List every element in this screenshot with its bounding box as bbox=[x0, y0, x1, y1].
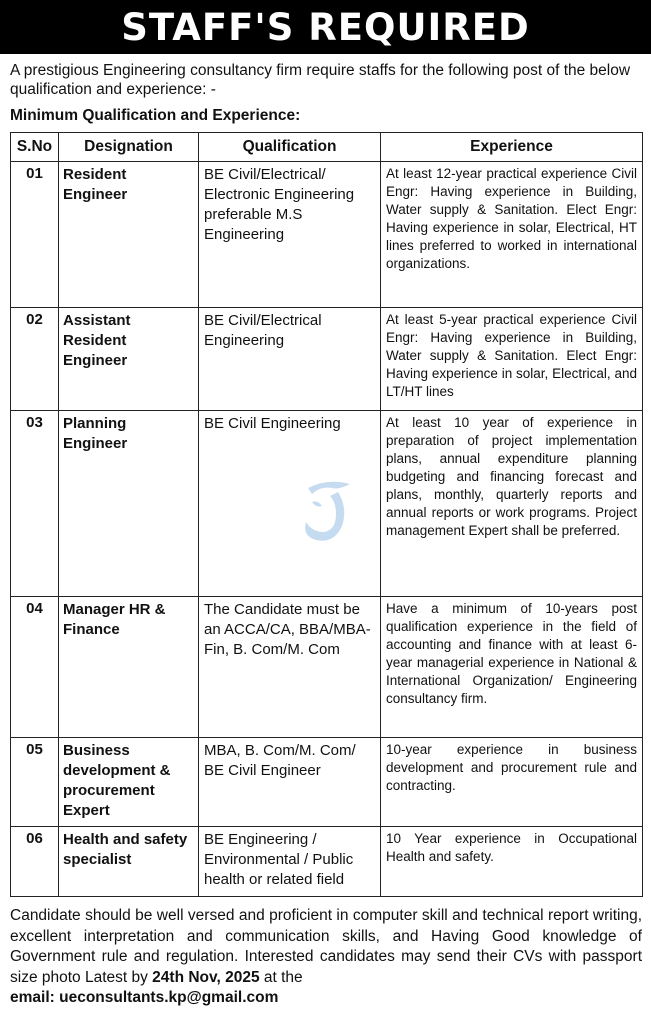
table-header-row bbox=[11, 133, 643, 162]
table-row bbox=[11, 307, 643, 411]
footer-text-after: at the bbox=[259, 968, 303, 986]
row-sno: 06 bbox=[11, 826, 59, 896]
page-title-text: STAFF'S REQUIRED bbox=[121, 5, 530, 49]
row-qualification: BE Civil/Electrical Engineering bbox=[199, 307, 381, 411]
header-designation: Designation bbox=[59, 133, 199, 162]
deadline-date: 24th Nov, 2025 bbox=[152, 968, 260, 986]
intro-paragraph: A prestigious Engineering consultancy firm require staffs for the following post of the below qualification and experience: - bbox=[10, 62, 631, 98]
row-designation: Assistant Resident Engineer bbox=[59, 307, 199, 411]
row-qualification: BE Civil Engineering bbox=[199, 411, 381, 597]
row-designation: Planning Engineer bbox=[59, 411, 199, 597]
table-row bbox=[11, 826, 643, 896]
row-experience: 10 Year experience in Occupational Health and safety. bbox=[381, 826, 643, 896]
row-sno: 05 bbox=[11, 738, 59, 826]
row-experience: Have a minimum of 10-years post qualification experience in the field of accounting and finance with at least 6-year managerial experience in National & International Organization/ Engineering consultancy firm. bbox=[381, 597, 643, 738]
header-qualification: Qualification bbox=[199, 133, 381, 162]
header-experience: Experience bbox=[381, 133, 643, 162]
footer-paragraph bbox=[10, 906, 642, 1009]
row-sno: 03 bbox=[11, 411, 59, 597]
page-title bbox=[0, 0, 651, 54]
row-sno: 01 bbox=[11, 162, 59, 308]
row-qualification: The Candidate must be an ACCA/CA, BBA/MBA-Fin, B. Com/M. Com bbox=[199, 597, 381, 738]
row-sno: 04 bbox=[11, 597, 59, 738]
row-designation: Manager HR & Finance bbox=[59, 597, 199, 738]
row-experience: At least 5-year practical experience Civil Engr: Having experience in Building, Water supply & Sanitation. Elect Engr: Having experience in solar, Electrical, and LT/HT lines bbox=[381, 307, 643, 411]
qualification-subheading: Minimum Qualification and Experience: bbox=[10, 107, 301, 124]
row-qualification: MBA, B. Com/M. Com/ BE Civil Engineer bbox=[199, 738, 381, 826]
row-qualification: BE Civil/Electrical/ Electronic Engineering preferable M.S Engineering bbox=[199, 162, 381, 308]
row-designation: Resident Engineer bbox=[59, 162, 199, 308]
header-sno: S.No bbox=[11, 133, 59, 162]
row-sno: 02 bbox=[11, 307, 59, 411]
row-experience: 10-year experience in business development and procurement rule and contracting. bbox=[381, 738, 643, 826]
footer-text: Candidate should be well versed and proficient in computer skill and technical report writing, excellent interpretation and communication skills, and Having Good knowledge of Government rule and regulation. Interested candidates may send their CVs with passport size photo Latest by bbox=[10, 907, 642, 986]
email-address[interactable]: ueconsultants.kp@gmail.com bbox=[59, 989, 279, 1006]
row-designation: Health and safety specialist bbox=[59, 826, 199, 896]
publisher-logo-icon bbox=[298, 478, 358, 548]
row-experience: At least 12-year practical experience Civil Engr: Having experience in Building, Water supply & Sanitation. Elect Engr: Having experience in solar, Electrical, HT lines preferred to worked in international organizations. bbox=[381, 162, 643, 308]
table-row bbox=[11, 597, 643, 738]
row-designation: Business development & procurement Expert bbox=[59, 738, 199, 826]
table-row bbox=[11, 162, 643, 308]
row-experience: At least 10 year of experience in preparation of project implementation plans, annual expenditure planning budgeting and financing forecast and plans, monthly, quarterly reports and annual reports or work programs. Project management Expert shall be preferred. bbox=[381, 411, 643, 597]
table-row bbox=[11, 738, 643, 826]
row-qualification: BE Engineering / Environmental / Public health or related field bbox=[199, 826, 381, 896]
email-label: email: bbox=[10, 989, 55, 1006]
